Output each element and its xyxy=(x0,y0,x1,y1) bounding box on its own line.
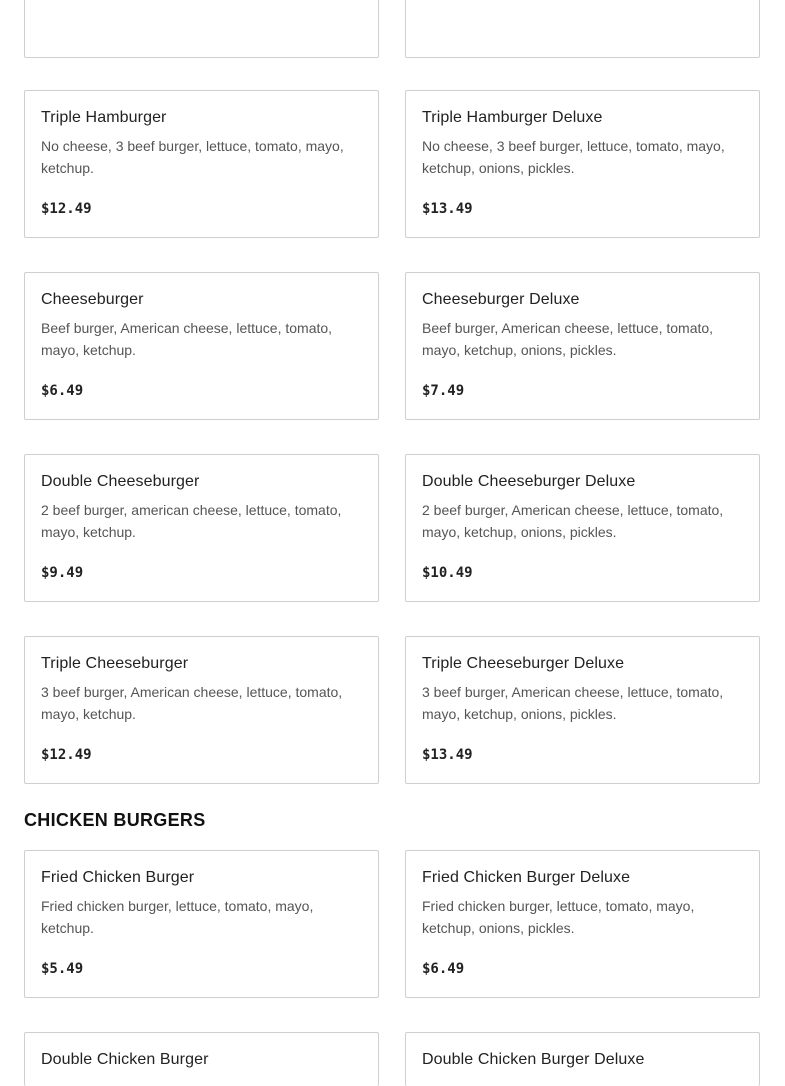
item-price: $12.49 xyxy=(41,201,92,217)
item-description: No cheese, 3 beef burger, lettuce, tomato, mayo, ketchup. xyxy=(41,138,344,176)
menu-item-card[interactable] xyxy=(24,636,379,784)
item-description: 2 beef burger, American cheese, lettuce, tomato, mayo, ketchup, onions, pickles. xyxy=(422,502,724,540)
item-name: Double Chicken Burger Deluxe xyxy=(422,1051,645,1068)
item-name: Fried Chicken Burger Deluxe xyxy=(422,869,631,886)
menu-item-card[interactable] xyxy=(405,0,760,58)
item-name: Triple Hamburger xyxy=(41,109,167,126)
item-price: $10.49 xyxy=(422,565,473,581)
menu-item-card[interactable] xyxy=(405,454,760,602)
item-price: $6.49 xyxy=(41,383,84,399)
menu-item-card[interactable] xyxy=(405,850,760,998)
item-description: No cheese, 3 beef burger, lettuce, tomato, mayo, ketchup, onions, pickles. xyxy=(422,138,725,176)
item-name: Double Chicken Burger xyxy=(41,1051,209,1068)
menu-item-card[interactable] xyxy=(24,1032,379,1086)
item-price: $5.49 xyxy=(41,961,84,977)
item-name: Double Cheeseburger xyxy=(41,473,200,490)
menu-item-card[interactable] xyxy=(24,850,379,998)
item-name: Cheeseburger xyxy=(41,291,144,308)
item-price: $6.49 xyxy=(422,961,465,977)
item-description: Fried chicken burger, lettuce, tomato, mayo, ketchup. xyxy=(41,898,314,936)
menu-item-card[interactable] xyxy=(24,0,379,58)
item-price: $9.49 xyxy=(41,565,84,581)
menu-item-card[interactable] xyxy=(405,90,760,238)
item-price: $7.49 xyxy=(422,383,465,399)
item-description: Beef burger, American cheese, lettuce, tomato, mayo, ketchup, onions, pickles. xyxy=(422,320,714,358)
menu-item-card[interactable] xyxy=(24,272,379,420)
item-name: Fried Chicken Burger xyxy=(41,869,195,886)
item-name: Triple Hamburger Deluxe xyxy=(422,109,603,126)
item-price: $13.49 xyxy=(422,201,473,217)
menu-item-card[interactable] xyxy=(405,636,760,784)
menu-item-card[interactable] xyxy=(405,272,760,420)
menu-item-card[interactable] xyxy=(24,90,379,238)
item-description: 2 beef burger, american cheese, lettuce, tomato, mayo, ketchup. xyxy=(41,502,342,540)
item-description: 3 beef burger, American cheese, lettuce, tomato, mayo, ketchup, onions, pickles. xyxy=(422,684,724,722)
menu-item-card[interactable] xyxy=(24,454,379,602)
item-description: 3 beef burger, American cheese, lettuce, tomato, mayo, ketchup. xyxy=(41,684,343,722)
item-price: $13.49 xyxy=(422,747,473,763)
item-description: Beef burger, American cheese, lettuce, tomato, mayo, ketchup. xyxy=(41,320,333,358)
item-price: $12.49 xyxy=(41,747,92,763)
item-name: Triple Cheeseburger xyxy=(41,655,189,672)
item-description: Fried chicken burger, lettuce, tomato, mayo, ketchup, onions, pickles. xyxy=(422,898,695,936)
item-name: Triple Cheeseburger Deluxe xyxy=(422,655,625,672)
section-title-chicken-burgers: CHICKEN BURGERS xyxy=(24,810,206,830)
item-name: Cheeseburger Deluxe xyxy=(422,291,580,308)
item-name: Double Cheeseburger Deluxe xyxy=(422,473,636,490)
menu-item-card[interactable] xyxy=(405,1032,760,1086)
